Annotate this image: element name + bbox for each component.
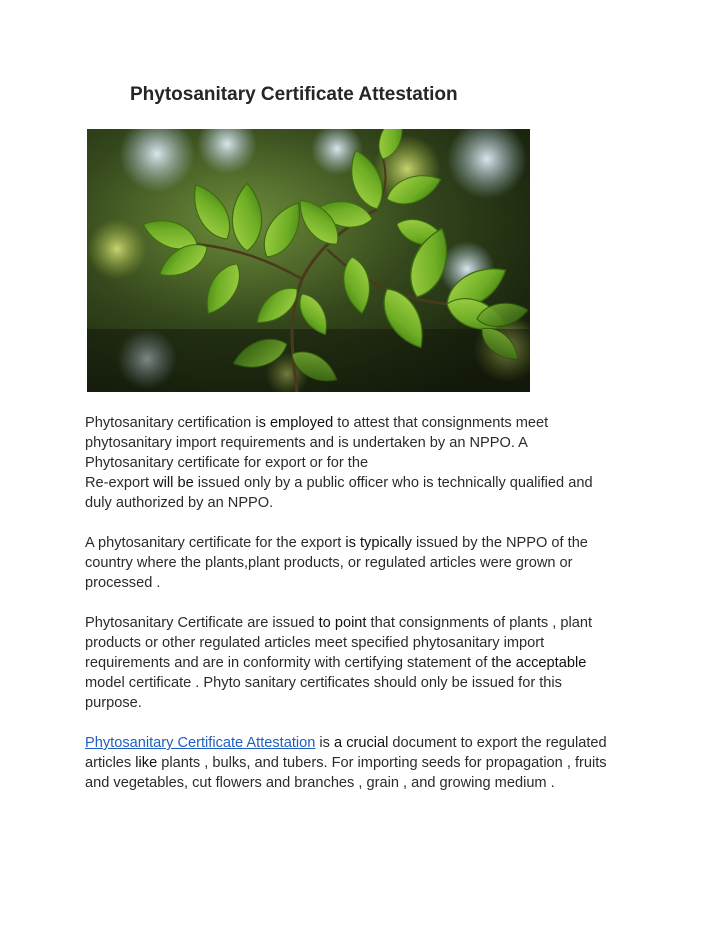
text-span: products or other regulated articles meet specified phytosanitary import <box>85 635 545 651</box>
text-span: Phytosanitary Certificate are issued <box>85 615 319 631</box>
text-span: A phytosanitary certificate for the export <box>85 535 346 551</box>
text-span: is <box>315 735 335 751</box>
text-span: country where the plants,plant products, or regulated articles were grown or <box>85 555 573 571</box>
leaves-photo-icon <box>87 129 530 392</box>
paragraph-certification <box>85 413 593 513</box>
text-span: duly authorized by an NPPO. <box>85 495 274 511</box>
paragraph-export-certificate <box>85 533 588 593</box>
text-span: to point <box>318 615 367 631</box>
paragraph-issued <box>85 613 592 713</box>
text-span: the acceptable <box>491 655 587 671</box>
text-span: document to export the regulated <box>388 735 607 751</box>
text-span: requirements and are in conformity with certifying statement of <box>85 655 492 671</box>
text-span: to attest that consignments meet <box>333 415 549 431</box>
text-span: will be <box>153 475 194 491</box>
paragraph-attestation <box>85 733 607 793</box>
text-span: purpose. <box>85 695 142 711</box>
text-span: like <box>135 755 158 771</box>
text-span: processed . <box>85 575 161 591</box>
text-span: model certificate . Phyto sanitary certificates should only be issued for this <box>85 675 562 691</box>
text-span: that consignments of plants , plant <box>366 615 593 631</box>
page-title: Phytosanitary Certificate Attestation <box>130 84 458 105</box>
text-span: plants , bulks, and tubers. For importing seeds for propagation , fruits <box>157 755 607 771</box>
text-span: issued only by a public officer who is technically qualified and <box>193 475 593 491</box>
text-span: articles <box>85 755 136 771</box>
text-span: phytosanitary import requirements and is undertaken by an NPPO. A <box>85 435 528 451</box>
text-span: Re-export <box>85 475 154 491</box>
text-span: and vegetables, cut flowers and branches , grain , and growing medium . <box>85 775 555 791</box>
text-span: Phytosanitary certificate for export or for the <box>85 455 369 471</box>
attestation-link[interactable]: Phytosanitary Certificate Attestation <box>85 735 316 751</box>
text-span: a crucial <box>334 735 389 751</box>
text-span: issued by the NPPO of the <box>411 535 588 551</box>
text-span: s employed <box>258 415 334 431</box>
text-span: is typically <box>345 535 412 551</box>
text-span: Phytosanitary certification i <box>85 415 259 431</box>
